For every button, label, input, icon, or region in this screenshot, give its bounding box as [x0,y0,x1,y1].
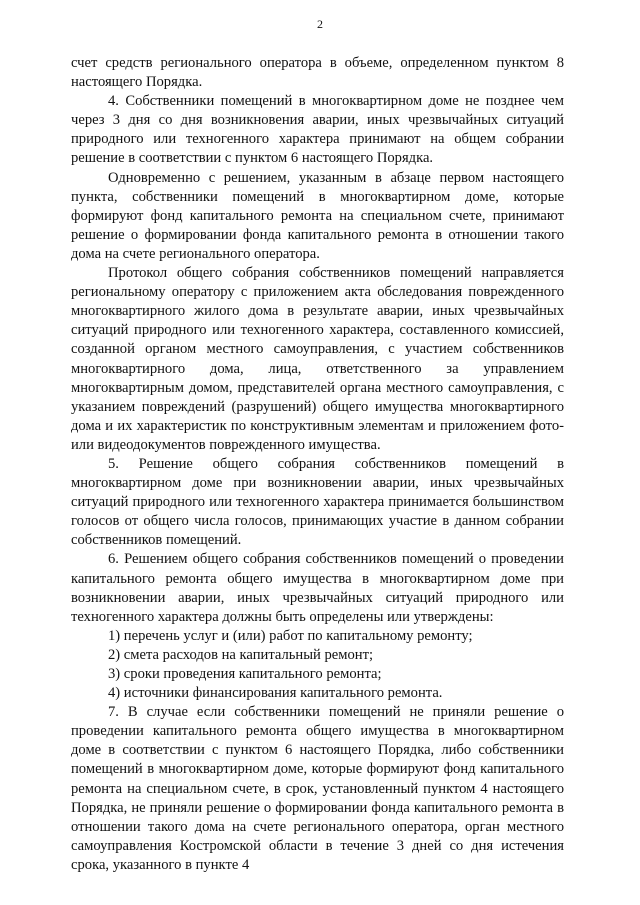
paragraph-continuation: счет средств регионального оператора в объеме, определенном пунктом 8 настоящего Порядка. [71,55,564,91]
paragraph-item-4: 4. Собственники помещений в многоквартирном доме не позднее чем через 3 дня со дня возникновения аварии, иных чрезвычайных ситуаций природного или техногенного характера принимают на общем собрании решение в соответствии с пунктом 6 настоящего Порядка. [71,93,564,167]
list-item-1: 1) перечень услуг и (или) работ по капитальному ремонту; [108,627,473,644]
paragraph-protocol: Протокол общего собрания собственников помещений направляется региональному оператору с приложением акта обследования поврежденного многоквартирного жилого дома в результате аварии, иных чрезвычайных ситуаций природного или техногенного характера, составленного комиссией, созданной органом местного самоуправления, с участием собственников многоквартирного дома, лица, ответственного за управлением многоквартирным домом, представителей органа местного самоуправления, с указанием повреждений (разрушений) общего имущества многоквартирного дома и их характеристик по конструктивным элементам и приложением фото- или видеодокументов поврежденного имущества. [71,265,564,453]
paragraph-item-5: 5. Решение общего собрания собственников помещений в многоквартирном доме при возникновении аварии, иных чрезвычайных ситуаций природного или техногенного характера принимается большинством голосов от общего числа голосов, принимающих участие в данном собрании собственников помещений. [71,455,564,549]
list-item-3: 3) сроки проведения капитального ремонта; [108,666,382,682]
page-number: 2 [317,17,323,31]
paragraph-item-4-simultaneously: Одновременно с решением, указанным в абзаце первом настоящего пункта, собственники помещений в многоквартирном доме, которые формируют фонд капитального ремонта на специальном счете, принимают решение о формировании фонда капитального ремонта в отношении такого дома на счете регионального оператора. [71,169,564,262]
paragraph-item-7: 7. В случае если собственники помещений не приняли решение о проведении капитального ремонта общего имущества в многоквартирном доме в соответствии с пунктом 6 настоящего Порядка, либо собственники помещений в многоквартирном доме, которые формируют фонд капитального ремонта на специальном счете, в срок, установленный пунктом 4 настоящего Порядка, не приняли решение о формировании фонда капитального ремонта в отношении такого дома на счете регионального оператора, орган местного самоуправления Костромской области в течение 3 дней со дня истечения срока, указанного в пункте 4 [71,704,564,873]
document-body [71,54,564,875]
list-item-2: 2) смета расходов на капитальный ремонт; [108,646,374,663]
paragraph-item-6: 6. Решением общего собрания собственников помещений о проведении капитального ремонта общего имущества в многоквартирном доме при возникновении аварии, иных чрезвычайных ситуаций природного или техногенного характера должны быть определены или утверждены: [71,551,564,625]
list-item-4: 4) источники финансирования капитального ремонта. [108,685,443,702]
